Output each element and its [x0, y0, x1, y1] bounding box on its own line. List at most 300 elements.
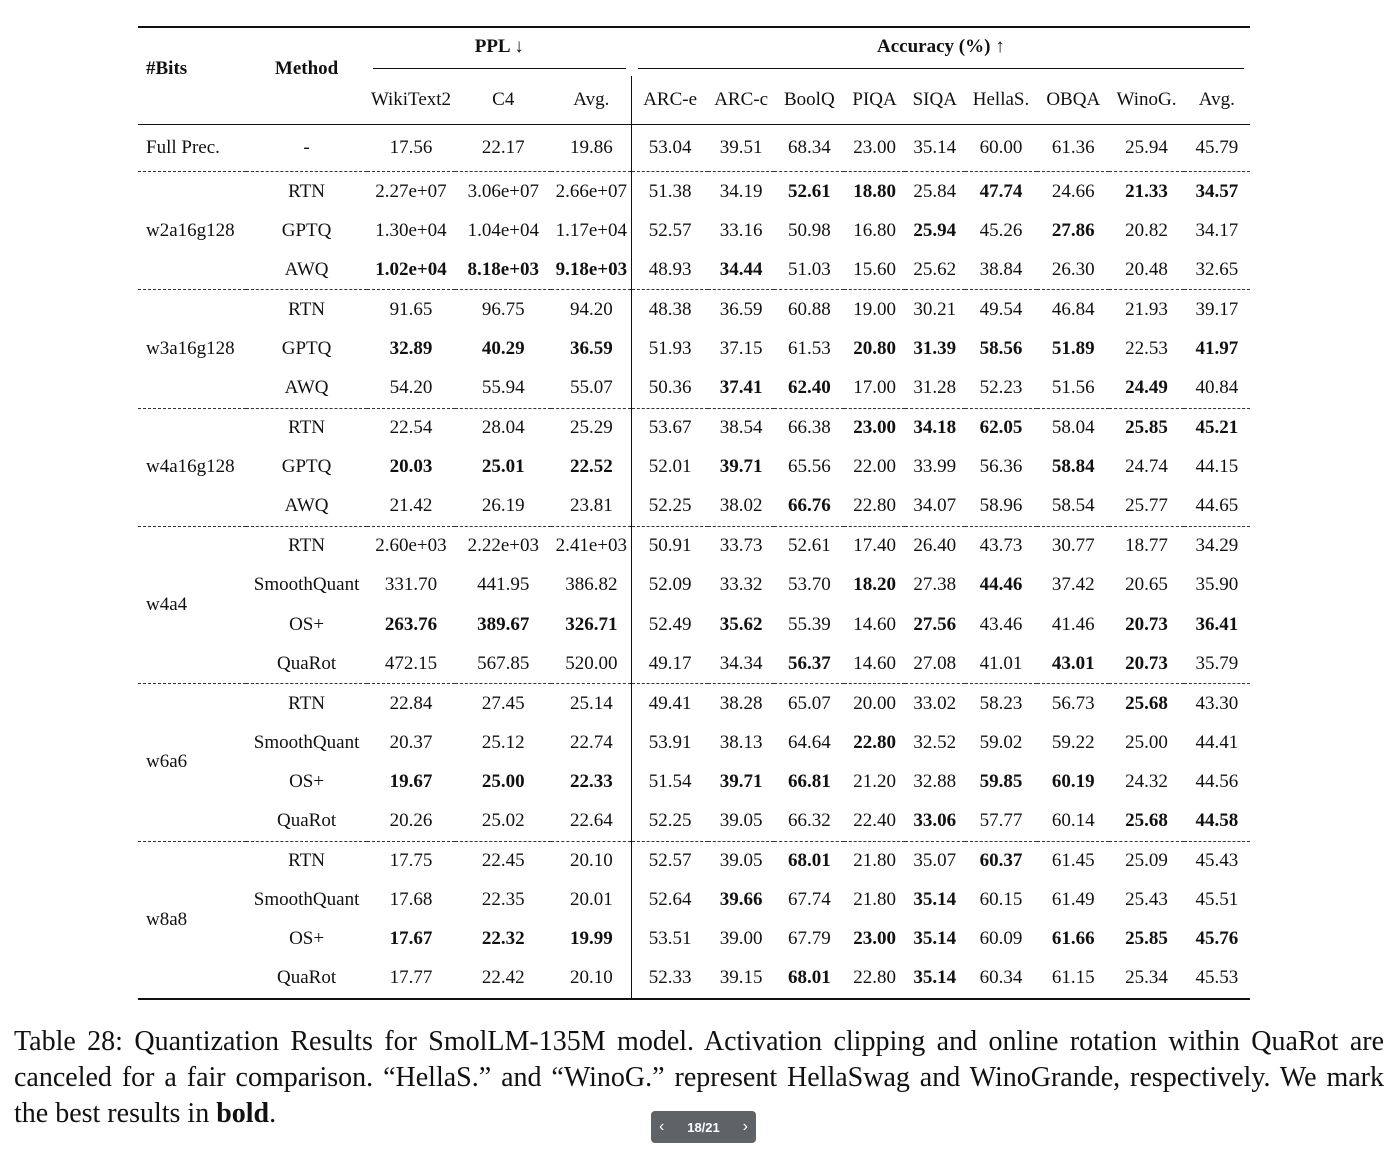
- value-cell: 35.90: [1195, 574, 1239, 596]
- value-cell: 48.38: [632, 290, 708, 330]
- method-cell: OS+: [289, 928, 325, 950]
- value-cell: 8.18e+03: [467, 258, 540, 280]
- method-cell: SmoothQuant: [253, 574, 360, 596]
- value-cell: 36.59: [708, 290, 774, 330]
- table-row: [138, 920, 1250, 959]
- value-cell: 26.19: [481, 495, 525, 517]
- value-cell: 20.82: [1125, 219, 1168, 241]
- value-cell: 61.49: [1051, 889, 1095, 911]
- value-cell: 47.74: [965, 172, 1037, 212]
- column-header: WikiText2: [370, 89, 452, 110]
- value-cell: 51.56: [1051, 377, 1095, 399]
- value-cell: 51.89: [1051, 337, 1095, 359]
- value-cell: 389.67: [477, 613, 530, 635]
- value-cell: 56.37: [787, 652, 831, 674]
- value-cell: 1.02e+04: [375, 258, 447, 280]
- value-cell: 35.79: [1195, 652, 1239, 674]
- value-cell: 61.45: [1037, 841, 1109, 881]
- value-cell: 386.82: [565, 574, 618, 596]
- value-cell: 22.53: [1125, 337, 1168, 359]
- value-cell: 18.77: [1109, 526, 1183, 566]
- value-cell: 60.88: [774, 290, 844, 330]
- page-navigator: [651, 1111, 756, 1143]
- value-cell: 27.45: [455, 684, 551, 724]
- value-cell: 45.26: [979, 219, 1023, 241]
- value-cell: 32.88: [913, 770, 957, 792]
- value-cell: 25.12: [481, 731, 525, 753]
- table-row: [138, 762, 1250, 801]
- value-cell: 20.65: [1125, 574, 1168, 596]
- value-cell: 24.32: [1125, 770, 1168, 792]
- value-cell: 60.00: [979, 137, 1023, 158]
- value-cell: 22.35: [481, 889, 525, 911]
- value-cell: 33.99: [913, 456, 957, 478]
- value-cell: 1.04e+04: [467, 219, 539, 241]
- value-cell: 45.21: [1184, 408, 1250, 448]
- value-cell: 472.15: [384, 652, 438, 674]
- value-cell: 61.53: [787, 337, 831, 359]
- value-cell: 43.30: [1184, 684, 1250, 724]
- method-cell: QuaRot: [246, 959, 366, 999]
- value-cell: 39.15: [708, 959, 774, 999]
- value-cell: 57.77: [979, 810, 1023, 832]
- value-cell: 52.23: [979, 377, 1023, 399]
- value-cell: 51.03: [787, 258, 831, 280]
- method-cell: SmoothQuant: [253, 731, 360, 753]
- value-cell: 44.46: [979, 574, 1023, 596]
- value-cell: 20.10: [551, 959, 631, 999]
- value-cell: 53.04: [632, 125, 708, 172]
- bits-cell: w2a16g128: [138, 172, 246, 290]
- value-cell: 34.19: [708, 172, 774, 212]
- value-cell: 45.53: [1184, 959, 1250, 999]
- value-cell: 27.08: [913, 652, 957, 674]
- table-row: [138, 487, 1250, 527]
- value-cell: 21.93: [1109, 290, 1183, 330]
- table-row: [138, 250, 1250, 290]
- value-cell: 43.01: [1051, 652, 1095, 674]
- method-cell: OS+: [289, 770, 325, 792]
- table-row: [138, 684, 1250, 724]
- column-header: PIQA: [852, 89, 897, 110]
- header-row-top: [138, 27, 1250, 76]
- bits-cell: w4a4: [138, 526, 246, 683]
- value-cell: 66.38: [774, 408, 844, 448]
- value-cell: 41.97: [1195, 337, 1239, 359]
- method-cell: QuaRot: [277, 810, 337, 832]
- value-cell: 43.46: [979, 613, 1023, 635]
- value-cell: 20.26: [389, 810, 433, 832]
- value-cell: 33.73: [708, 526, 774, 566]
- value-cell: 59.85: [979, 770, 1023, 792]
- value-cell: 44.41: [1195, 731, 1239, 753]
- value-cell: 44.65: [1195, 495, 1239, 517]
- value-cell: 50.36: [632, 368, 708, 408]
- value-cell: 52.33: [632, 959, 708, 999]
- value-cell: 22.45: [455, 841, 551, 881]
- results-table-container: [138, 26, 1250, 1000]
- value-cell: 25.00: [481, 770, 525, 792]
- value-cell: 33.32: [719, 574, 763, 596]
- value-cell: 58.96: [979, 495, 1023, 517]
- value-cell: 1.30e+04: [375, 219, 447, 241]
- value-cell: 32.65: [1195, 258, 1239, 280]
- method-cell: RTN: [246, 841, 366, 881]
- value-cell: 520.00: [565, 652, 618, 674]
- value-cell: 35.14: [913, 889, 957, 911]
- method-cell: SmoothQuant: [253, 889, 360, 911]
- value-cell: 40.84: [1195, 377, 1239, 399]
- value-cell: 43.73: [965, 526, 1037, 566]
- value-cell: 38.13: [719, 731, 763, 753]
- column-header: ARC-e: [632, 76, 708, 125]
- column-header: WinoG.: [1116, 89, 1177, 110]
- page-indicator: 18/21: [687, 1119, 720, 1135]
- value-cell: 38.84: [979, 258, 1023, 280]
- value-cell: 17.40: [844, 526, 904, 566]
- value-cell: 39.71: [719, 456, 763, 478]
- value-cell: 20.80: [853, 337, 896, 359]
- value-cell: 67.74: [787, 889, 831, 911]
- value-cell: 23.81: [569, 495, 613, 517]
- value-cell: 23.00: [853, 928, 896, 950]
- value-cell: 34.17: [1195, 219, 1239, 241]
- value-cell: 25.85: [1109, 408, 1183, 448]
- value-cell: 54.20: [389, 377, 433, 399]
- value-cell: 331.70: [384, 574, 438, 596]
- column-header: Avg.: [573, 89, 610, 110]
- column-header: C4: [492, 89, 515, 110]
- value-cell: 50.91: [632, 526, 708, 566]
- value-cell: 22.42: [455, 959, 551, 999]
- bits-header: #Bits: [146, 58, 188, 79]
- value-cell: 39.66: [719, 889, 763, 911]
- value-cell: 45.79: [1195, 137, 1239, 158]
- value-cell: 34.07: [913, 495, 957, 517]
- value-cell: 22.17: [481, 137, 525, 158]
- ppl-group-header: [367, 27, 632, 76]
- value-cell: 60.09: [979, 928, 1023, 950]
- value-cell: 20.00: [844, 684, 904, 724]
- method-cell: RTN: [246, 290, 366, 330]
- value-cell: 53.51: [632, 920, 708, 959]
- method-cell: AWQ: [284, 377, 329, 399]
- table-row: [138, 566, 1250, 605]
- value-cell: 55.39: [787, 613, 831, 635]
- value-cell: 49.41: [632, 684, 708, 724]
- value-cell: 17.68: [389, 889, 433, 911]
- value-cell: 35.14: [905, 959, 965, 999]
- value-cell: 25.01: [481, 456, 525, 478]
- value-cell: 91.65: [367, 290, 455, 330]
- value-cell: 33.06: [913, 810, 957, 832]
- table-row: [138, 841, 1250, 881]
- value-cell: 52.64: [632, 881, 708, 920]
- value-cell: 39.51: [719, 137, 763, 158]
- value-cell: 2.66e+07: [551, 172, 631, 212]
- table-row: [138, 329, 1250, 368]
- bits-cell: Full Prec.: [146, 137, 220, 158]
- value-cell: 35.14: [913, 137, 957, 158]
- value-cell: 25.84: [905, 172, 965, 212]
- value-cell: 22.80: [853, 731, 896, 753]
- value-cell: 44.58: [1195, 810, 1239, 832]
- value-cell: 52.09: [632, 566, 708, 605]
- value-cell: 61.66: [1051, 928, 1095, 950]
- value-cell: 25.43: [1125, 889, 1168, 911]
- value-cell: 51.93: [632, 329, 708, 368]
- value-cell: 2.41e+03: [551, 526, 631, 566]
- bits-cell: w3a16g128: [138, 290, 246, 408]
- value-cell: 22.80: [844, 959, 904, 999]
- value-cell: 30.21: [905, 290, 965, 330]
- value-cell: 2.60e+03: [367, 526, 455, 566]
- value-cell: 60.14: [1051, 810, 1095, 832]
- value-cell: 59.22: [1051, 731, 1095, 753]
- method-cell: GPTQ: [281, 219, 332, 241]
- value-cell: 21.42: [389, 495, 433, 517]
- value-cell: 17.56: [389, 137, 433, 158]
- value-cell: 25.02: [481, 810, 525, 832]
- value-cell: 326.71: [565, 613, 618, 635]
- value-cell: 441.95: [477, 574, 530, 596]
- acc-group-header: [632, 27, 1250, 76]
- value-cell: 37.15: [719, 337, 763, 359]
- chevron-right-icon[interactable]: ›: [742, 1118, 748, 1135]
- value-cell: 46.84: [1037, 290, 1109, 330]
- value-cell: 32.52: [913, 731, 957, 753]
- value-cell: 52.61: [774, 172, 844, 212]
- value-cell: 2.27e+07: [367, 172, 455, 212]
- method-cell: RTN: [246, 408, 366, 448]
- value-cell: 14.60: [853, 613, 896, 635]
- value-cell: 39.17: [1184, 290, 1250, 330]
- value-cell: 22.33: [569, 770, 613, 792]
- column-header: ARC-c: [714, 89, 769, 110]
- method-cell: GPTQ: [281, 337, 332, 359]
- value-cell: 39.00: [719, 928, 763, 950]
- value-cell: 45.76: [1195, 928, 1239, 950]
- bits-cell: w6a6: [138, 684, 246, 841]
- value-cell: 22.00: [853, 456, 896, 478]
- value-cell: 53.67: [632, 408, 708, 448]
- method-cell: QuaRot: [277, 652, 337, 674]
- value-cell: 24.74: [1125, 456, 1168, 478]
- table-body: [138, 125, 1250, 999]
- value-cell: 55.07: [569, 377, 613, 399]
- value-cell: 23.00: [853, 137, 896, 158]
- value-cell: 40.29: [481, 337, 525, 359]
- value-cell: 60.37: [965, 841, 1037, 881]
- value-cell: 58.04: [1037, 408, 1109, 448]
- table-row: [138, 644, 1250, 684]
- value-cell: 19.99: [569, 928, 613, 950]
- column-header: OBQA: [1046, 89, 1101, 110]
- value-cell: 26.30: [1051, 258, 1095, 280]
- method-cell: RTN: [246, 172, 366, 212]
- value-cell: 20.10: [551, 841, 631, 881]
- value-cell: 19.86: [569, 137, 613, 158]
- value-cell: 52.25: [632, 802, 708, 842]
- value-cell: 22.74: [569, 731, 613, 753]
- chevron-left-icon[interactable]: ‹: [659, 1118, 665, 1135]
- value-cell: 60.15: [979, 889, 1023, 911]
- value-cell: 25.29: [551, 408, 631, 448]
- value-cell: 25.68: [1109, 684, 1183, 724]
- method-header: Method: [274, 58, 339, 79]
- caption-text: Table 28: Quantization Results for SmolLM-135M model. Activation clipping and online rotation within QuaRot are canceled for a fair comparison. “HellaS.” and “WinoG.” represent HellaSwag and WinoGrande, respectively. We mark the best results in: [14, 1026, 1384, 1129]
- value-cell: 17.77: [367, 959, 455, 999]
- table-row: [138, 448, 1250, 487]
- value-cell: 36.41: [1195, 613, 1239, 635]
- value-cell: 38.54: [708, 408, 774, 448]
- value-cell: 62.05: [965, 408, 1037, 448]
- value-cell: 31.28: [913, 377, 957, 399]
- value-cell: 94.20: [551, 290, 631, 330]
- value-cell: 62.40: [787, 377, 831, 399]
- value-cell: 25.14: [551, 684, 631, 724]
- table-row: [138, 125, 1250, 172]
- method-cell: RTN: [246, 684, 366, 724]
- value-cell: 66.81: [787, 770, 831, 792]
- method-cell: AWQ: [284, 258, 329, 280]
- value-cell: 14.60: [853, 652, 896, 674]
- value-cell: 25.62: [913, 258, 957, 280]
- value-cell: 18.80: [844, 172, 904, 212]
- value-cell: 60.34: [965, 959, 1037, 999]
- value-cell: 58.23: [965, 684, 1037, 724]
- value-cell: 34.18: [905, 408, 965, 448]
- value-cell: 27.38: [913, 574, 957, 596]
- value-cell: 20.73: [1125, 652, 1168, 674]
- value-cell: 31.39: [913, 337, 957, 359]
- value-cell: 17.67: [389, 928, 433, 950]
- results-table: [138, 26, 1250, 1000]
- value-cell: 20.37: [389, 731, 433, 753]
- value-cell: 45.51: [1195, 889, 1239, 911]
- value-cell: 26.40: [905, 526, 965, 566]
- value-cell: 22.54: [367, 408, 455, 448]
- caption-end: .: [269, 1098, 277, 1129]
- table-row: [138, 959, 1250, 999]
- value-cell: 66.76: [787, 495, 831, 517]
- value-cell: 39.71: [719, 770, 763, 792]
- value-cell: 36.59: [569, 337, 613, 359]
- value-cell: 39.05: [708, 841, 774, 881]
- value-cell: 60.19: [1051, 770, 1095, 792]
- value-cell: 53.70: [787, 574, 831, 596]
- column-header: BoolQ: [784, 89, 835, 110]
- value-cell: 52.57: [632, 841, 708, 881]
- value-cell: 25.94: [1125, 137, 1168, 158]
- value-cell: 49.17: [632, 644, 708, 684]
- value-cell: 52.25: [632, 487, 708, 527]
- value-cell: 1.17e+04: [555, 219, 628, 241]
- value-cell: 58.56: [979, 337, 1023, 359]
- value-cell: 263.76: [384, 613, 438, 635]
- table-row: [138, 802, 1250, 842]
- value-cell: 61.15: [1037, 959, 1109, 999]
- value-cell: 52.49: [632, 605, 708, 644]
- table-row: [138, 881, 1250, 920]
- value-cell: 58.84: [1051, 456, 1095, 478]
- value-cell: 20.48: [1125, 258, 1168, 280]
- value-cell: 56.36: [979, 456, 1023, 478]
- value-cell: 23.00: [844, 408, 904, 448]
- value-cell: 17.75: [367, 841, 455, 881]
- value-cell: 38.02: [719, 495, 763, 517]
- value-cell: 27.56: [913, 613, 957, 635]
- value-cell: 34.34: [719, 652, 763, 674]
- value-cell: 15.60: [853, 258, 896, 280]
- value-cell: 34.44: [719, 258, 763, 280]
- value-cell: 65.56: [787, 456, 831, 478]
- value-cell: 35.14: [913, 928, 957, 950]
- value-cell: 52.57: [632, 211, 708, 250]
- value-cell: 21.80: [844, 841, 904, 881]
- value-cell: 59.02: [979, 731, 1023, 753]
- value-cell: 19.00: [844, 290, 904, 330]
- value-cell: 25.77: [1125, 495, 1168, 517]
- value-cell: 2.22e+03: [455, 526, 551, 566]
- value-cell: 37.42: [1051, 574, 1095, 596]
- method-cell: AWQ: [284, 495, 329, 517]
- ppl-group-label: PPL ↓: [373, 36, 626, 69]
- value-cell: 67.79: [787, 928, 831, 950]
- value-cell: 52.01: [632, 448, 708, 487]
- value-cell: 3.06e+07: [455, 172, 551, 212]
- value-cell: 44.15: [1195, 456, 1239, 478]
- value-cell: 53.91: [632, 723, 708, 762]
- value-cell: 567.85: [477, 652, 530, 674]
- value-cell: 32.89: [389, 337, 433, 359]
- value-cell: 58.54: [1051, 495, 1095, 517]
- value-cell: 20.01: [569, 889, 613, 911]
- value-cell: 45.43: [1184, 841, 1250, 881]
- value-cell: 21.20: [853, 770, 896, 792]
- value-cell: 34.57: [1184, 172, 1250, 212]
- column-header: SIQA: [912, 89, 957, 110]
- value-cell: 61.36: [1051, 137, 1095, 158]
- value-cell: 64.64: [787, 731, 831, 753]
- value-cell: 25.09: [1109, 841, 1183, 881]
- value-cell: 25.94: [913, 219, 957, 241]
- table-row: [138, 211, 1250, 250]
- method-cell: RTN: [246, 526, 366, 566]
- bits-cell: w8a8: [138, 841, 246, 999]
- value-cell: 25.00: [1125, 731, 1168, 753]
- value-cell: 19.67: [389, 770, 433, 792]
- value-cell: 68.01: [774, 841, 844, 881]
- value-cell: 22.84: [367, 684, 455, 724]
- value-cell: 66.32: [787, 810, 831, 832]
- table-row: [138, 605, 1250, 644]
- value-cell: 39.05: [719, 810, 763, 832]
- value-cell: 56.73: [1037, 684, 1109, 724]
- value-cell: 16.80: [853, 219, 896, 241]
- value-cell: 25.34: [1109, 959, 1183, 999]
- value-cell: 33.16: [719, 219, 763, 241]
- value-cell: 65.07: [774, 684, 844, 724]
- value-cell: 9.18e+03: [555, 258, 628, 280]
- value-cell: 27.86: [1051, 219, 1095, 241]
- value-cell: 30.77: [1037, 526, 1109, 566]
- value-cell: 37.41: [719, 377, 763, 399]
- value-cell: 21.80: [853, 889, 896, 911]
- value-cell: 52.61: [774, 526, 844, 566]
- method-cell: GPTQ: [281, 456, 332, 478]
- value-cell: 25.68: [1125, 810, 1168, 832]
